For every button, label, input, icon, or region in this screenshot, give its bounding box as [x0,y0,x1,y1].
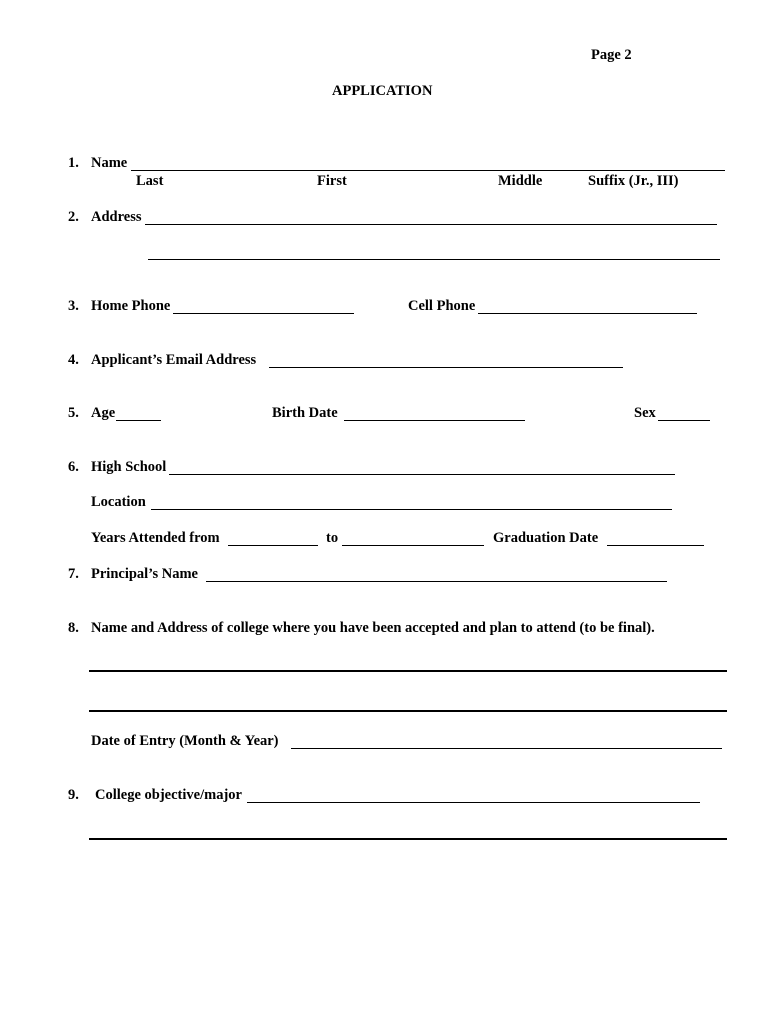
home-phone-label: Home Phone [91,298,171,314]
years-from-field[interactable] [228,545,318,546]
years-attended-label: Years Attended from [91,530,220,546]
address-field-line-2[interactable] [148,259,720,260]
q9-number: 9. [68,787,79,803]
cell-phone-label: Cell Phone [408,298,476,314]
name-sublabel-last: Last [136,173,164,189]
email-field[interactable] [269,367,623,368]
address-label: Address [91,209,142,225]
years-to-label: to [326,530,339,546]
birth-date-field[interactable] [344,420,525,421]
q2-number: 2. [68,209,79,225]
college-label: Name and Address of college where you have been accepted and plan to attend (to be final). [91,620,655,636]
date-of-entry-label: Date of Entry (Month & Year) [91,733,279,749]
page-title: APPLICATION [332,83,433,99]
principal-name-label: Principal’s Name [91,566,198,582]
location-label: Location [91,494,146,510]
principal-name-field[interactable] [206,581,667,582]
name-label: Name [91,155,128,171]
q6-number: 6. [68,459,79,475]
q3-number: 3. [68,298,79,314]
college-objective-label: College objective/major [95,787,242,803]
age-label: Age [91,405,116,421]
q4-number: 4. [68,352,79,368]
address-field-line-1[interactable] [145,224,717,225]
college-field-line-1[interactable] [89,670,727,672]
name-sublabel-middle: Middle [498,173,543,189]
graduation-date-field[interactable] [607,545,704,546]
college-objective-field-line-2[interactable] [89,838,727,840]
college-field-line-2[interactable] [89,710,727,712]
college-objective-field[interactable] [247,802,700,803]
graduation-date-label: Graduation Date [493,530,599,546]
sex-label: Sex [634,405,656,421]
q8-number: 8. [68,620,79,636]
email-label: Applicant’s Email Address [91,352,257,368]
name-field[interactable] [131,170,725,171]
date-of-entry-field[interactable] [291,748,722,749]
age-field[interactable] [116,420,161,421]
q7-number: 7. [68,566,79,582]
cell-phone-field[interactable] [478,313,697,314]
location-field[interactable] [151,509,672,510]
home-phone-field[interactable] [173,313,354,314]
birth-date-label: Birth Date [272,405,338,421]
name-sublabel-suffix: Suffix (Jr., III) [588,173,679,189]
q5-number: 5. [68,405,79,421]
name-sublabel-first: First [317,173,347,189]
high-school-field[interactable] [169,474,675,475]
years-to-field[interactable] [342,545,484,546]
sex-field[interactable] [658,420,710,421]
q1-number: 1. [68,155,79,171]
high-school-label: High School [91,459,167,475]
page-number: Page 2 [591,47,632,63]
